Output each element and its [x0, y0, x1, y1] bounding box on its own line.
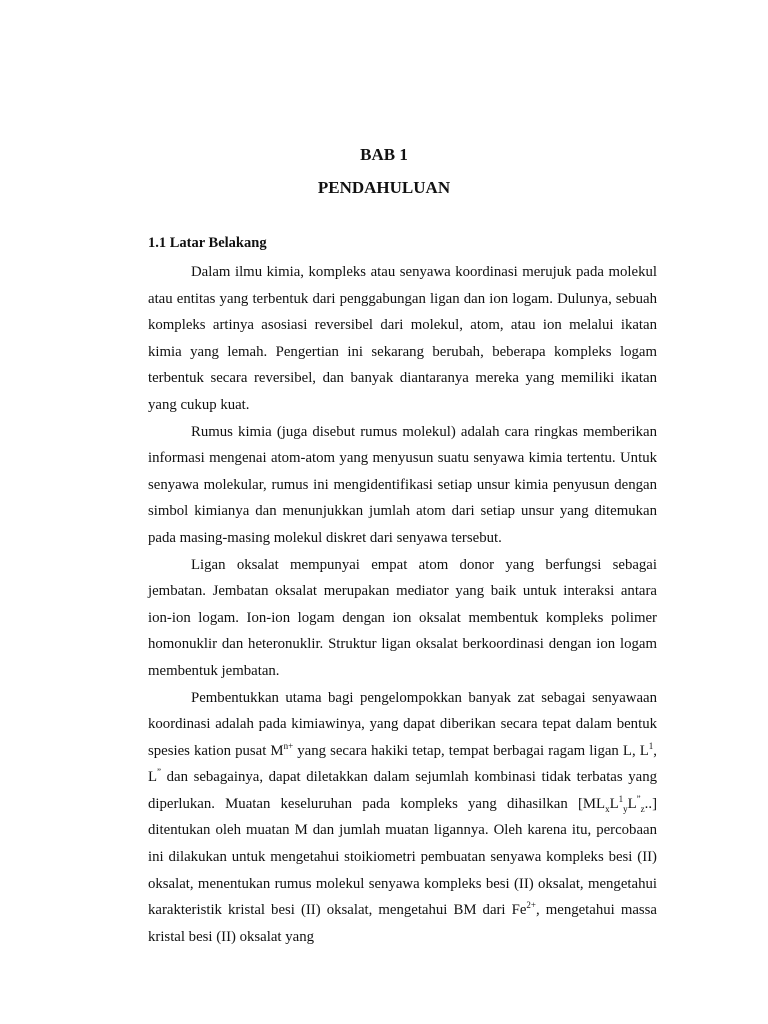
paragraph-3: Ligan oksalat mempunyai empat atom donor yang berfungsi sebagai jembatan. Jembatan oksalat merupakan mediator yang baik untuk interaksi antara ion-ion logam. Ion-ion logam dengan ion oksalat membentuk kompleks polimer homonuklir dan heteronuklir. Struktur ligan oksalat berkoordinasi dengan ion logam membentuk jembatan.: [148, 556, 657, 679]
subscript: x: [605, 803, 610, 814]
text-run: L: [627, 795, 637, 812]
text-run: , mengetahui massa kristal besi (II) oksalat yang: [148, 902, 657, 945]
subscript: z: [640, 803, 645, 814]
superscript: ”: [636, 793, 641, 804]
superscript: 1: [618, 793, 624, 804]
superscript: 1: [648, 740, 654, 751]
section-heading: 1.1 Latar Belakang: [148, 235, 267, 251]
text-run: , L: [148, 742, 657, 786]
paragraph-1: Dalam ilmu kimia, kompleks atau senyawa koordinasi merujuk pada molekul atau entitas yang terbentuk dari penggabungan ligan dan ion logam. Dulunya, sebuah kompleks artinya asosiasi reversibel dari molekul, atom, atau ion melalui ikatan kimia yang lemah. Pengertian ini sekarang berubah, beberapa kompleks logam terbentuk secara reversibel, dan banyak diantaranya mereka yang memiliki ikatan yang cukup kuat.: [148, 264, 657, 413]
body-text: [148, 259, 657, 950]
paragraph-4: [148, 685, 657, 951]
text-run: L: [609, 795, 619, 812]
chapter-number: BAB 1: [360, 145, 408, 164]
superscript: ”: [157, 767, 162, 778]
text-run: Pembentukkan utama bagi pengelompokkan banyak zat sebagai senyawaan koordinasi adalah pada kimiawinya, yang dapat diberikan secara tepat dalam bentuk spesies kation pusat M: [148, 689, 657, 759]
subscript: y: [623, 803, 628, 814]
superscript: 2+: [526, 900, 536, 911]
text-run: dan sebagainya, dapat diletakkan dalam sejumlah kombinasi tidak terbatas yang diperlukan. Muatan keseluruhan pada kompleks yang dihasilkan [ML: [148, 769, 657, 812]
superscript: n+: [283, 740, 294, 751]
text-run: yang secara hakiki tetap, tempat berbagai ragam ligan L, L: [293, 742, 649, 759]
chapter-title: PENDAHULUAN: [317, 178, 451, 197]
text-run: ..] ditentukan oleh muatan M dan jumlah muatan ligannya. Oleh karena itu, percobaan ini dilakukan untuk mengetahui stoikiometri pembuatan senyawa kompleks besi (II) oksalat, menentukan rumus molekul senyawa kompleks besi (II) oksalat, mengetahui karakteristik kristal besi (II) oksalat, mengetahui BM dari Fe: [148, 795, 657, 919]
paragraph-2: Rumus kimia (juga disebut rumus molekul) adalah cara ringkas memberikan informasi mengenai atom-atom yang menyusun suatu senyawa kimia tertentu. Untuk senyawa molekular, rumus ini mengidentifikasi setiap unsur kimia penyusun dengan simbol kimianya dan menunjukkan jumlah atom dari setiap unsur yang ditemukan pada masing-masing molekul diskret dari senyawa tersebut.: [148, 423, 657, 546]
